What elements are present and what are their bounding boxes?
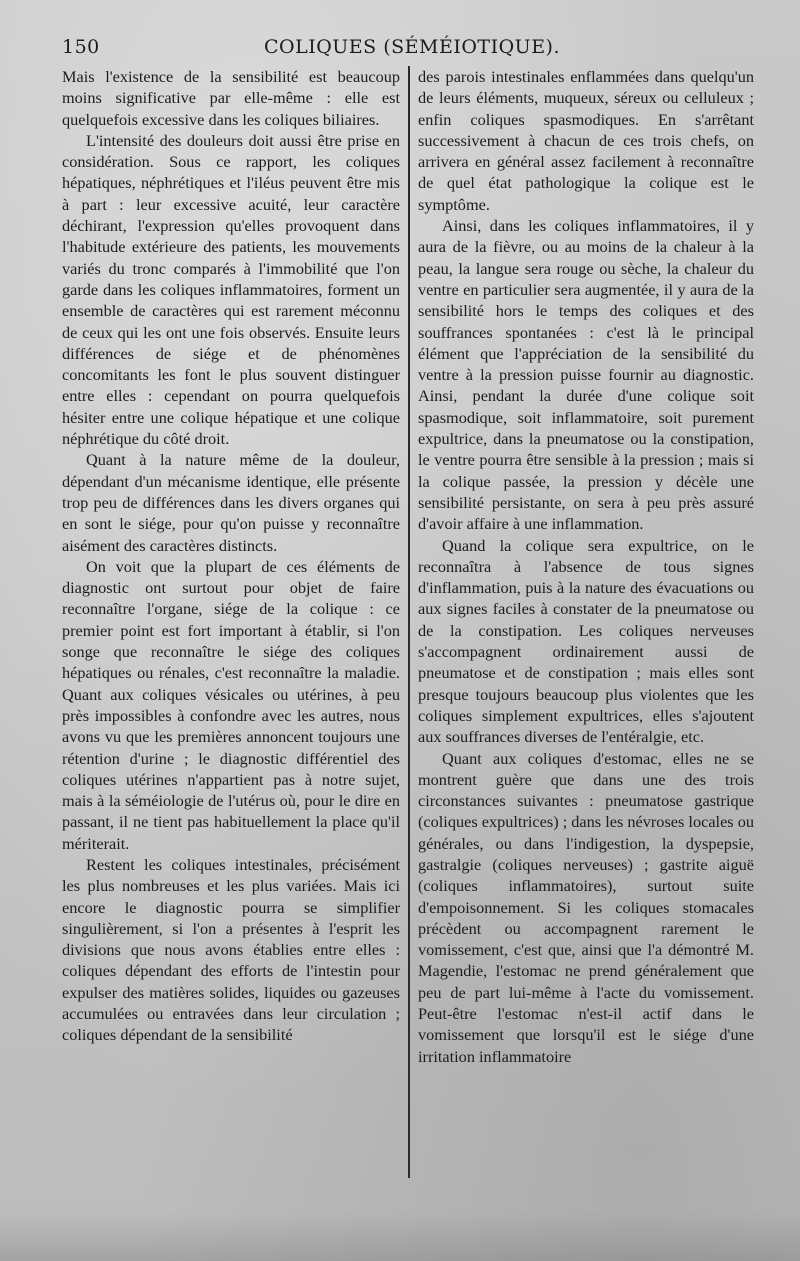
paragraph: Quant aux coliques d'estomac, elles ne se montrent guère que dans une des trois circonstances suivantes : pneumatose gastrique (coliques expultrices) ; dans les névroses locales ou générales, ou dans l'indigestion, la dyspepsie, gastralgie (coliques nerveuses) ; gastrite aiguë (coliques inflammatoires), surtout suite d'empoisonnement. Si les coliques stomacales précèdent ou accompagnent rarement le vomissement, c'est que, ainsi que l'a démontré M. Magendie, l'estomac ne prend généralement que peu de part lui-même à l'acte du vomissement. Peut-être l'estomac n'est-il actif dans le vomissement que lorsqu'il est le siége d'une irritation inflammatoire: [418, 748, 754, 1066]
paragraph: Ainsi, dans les coliques inflammatoires, il y aura de la fièvre, ou au moins de la chaleur à la peau, la langue sera rouge ou sèche, la chaleur du ventre en particulier sera augmentée, il y aura de la sensibilité hors le temps des coliques et des souffrances spontanées : c'est là le principal élément que l'appréciation de la sensibilité du ventre à la pression puisse fournir au diagnostic. Ainsi, pendant la durée d'une colique soit spasmodique, soit inflammatoire, soit purement expultrice, dans la pneumatose ou la constipation, le ventre pourra être sensible à la pression ; mais si la colique passée, la pression y décèle une sensibilité persistante, on sera à peu près assuré d'avoir affaire à une inflammation.: [418, 216, 754, 534]
page-number: 150: [62, 36, 100, 58]
paragraph: On voit que la plupart de ces éléments de diagnostic ont surtout pour objet de faire reconnaître l'organe, siége de la colique : ce premier point est fort important à établir, si l'on songe que reconnaître le siége des coliques hépatiques ou rénales, c'est reconnaître la maladie. Quant aux coliques vésicales ou utérines, à peu près impossibles à confondre avec les autres, nous avons vu que les premières annoncent toujours une rétention d'urine ; le diagnostic différentiel des coliques utérines n'appartient pas à notre sujet, mais à la séméiologie de l'utérus où, pour le dire en passant, il ne tient pas habituellement la place qu'il mériterait.: [62, 556, 400, 853]
paragraph: Mais l'existence de la sensibilité est beaucoup moins significative par elle-même : elle est quelquefois excessive dans les coliques biliaires.: [62, 67, 400, 129]
paragraph: L'intensité des douleurs doit aussi être prise en considération. Sous ce rapport, les coliques hépatiques, néphrétiques et l'iléus peuvent être mis à part : leur excessive acuité, leur caractère déchirant, l'expression qu'elles provoquent dans l'habitude extérieure des patients, les mouvements variés du tronc comparés à l'immobilité que l'on garde dans les coliques inflammatoires, forment un ensemble de caractères qui est rarement méconnu de ceux qui les ont une fois observés. Ensuite leurs différences de siége et de phénomènes concomitants les font le plus souvent distinguer entre elles : cependant on pourra quelquefois hésiter entre une colique hépatique et une colique néphrétique du côté droit.: [62, 130, 400, 449]
right-column: [418, 66, 754, 1186]
column-divider: [408, 66, 410, 1178]
paragraph: Quant à la nature même de la douleur, dépendant d'un mécanisme identique, elle présente trop peu de différences dans les divers organes qui en sont le siége, pour qu'on puisse y reconnaître aisément des caractères distincts.: [62, 450, 400, 555]
paragraph: Quand la colique sera expultrice, on le reconnaîtra à l'absence de tous signes d'inflammation, puis à la nature des évacuations ou aux signes faciles à constater de la pneumatose ou de la constipation. Les coliques nerveuses s'accompagnent ordinairement aussi de pneumatose et de constipation ; mais elles sont presque toujours beaucoup plus violentes que les coliques simplement expultrices, elles s'ajoutent aux souffrances diverses de l'entéralgie, etc.: [418, 535, 754, 747]
page-bottom-shadow: [0, 1212, 800, 1261]
running-title: COLIQUES (SÉMÉIOTIQUE).: [263, 36, 561, 58]
running-head: [62, 36, 762, 66]
left-column: [62, 66, 400, 1186]
paragraph: des parois intestinales enflammées dans quelqu'un de leurs éléments, muqueux, séreux ou celluleux ; enfin coliques spasmodiques. En s'arrêtant successivement à chacun de ces trois chefs, on arrivera en général assez facilement à reconnaître de quel état pathologique la colique est le symptôme.: [418, 67, 754, 214]
paragraph: Restent les coliques intestinales, précisément les plus nombreuses et les plus variées. Mais ici encore le diagnostic pourra se simplifier singulièrement, si l'on a présentes à l'esprit les divisions que nous avons établies entre elles : coliques dépendant des efforts de l'intestin pour expulser des matières solides, liquides ou gazeuses accumulées ou entravées dans leur circulation ; coliques dépendant de la sensibilité: [62, 854, 400, 1045]
